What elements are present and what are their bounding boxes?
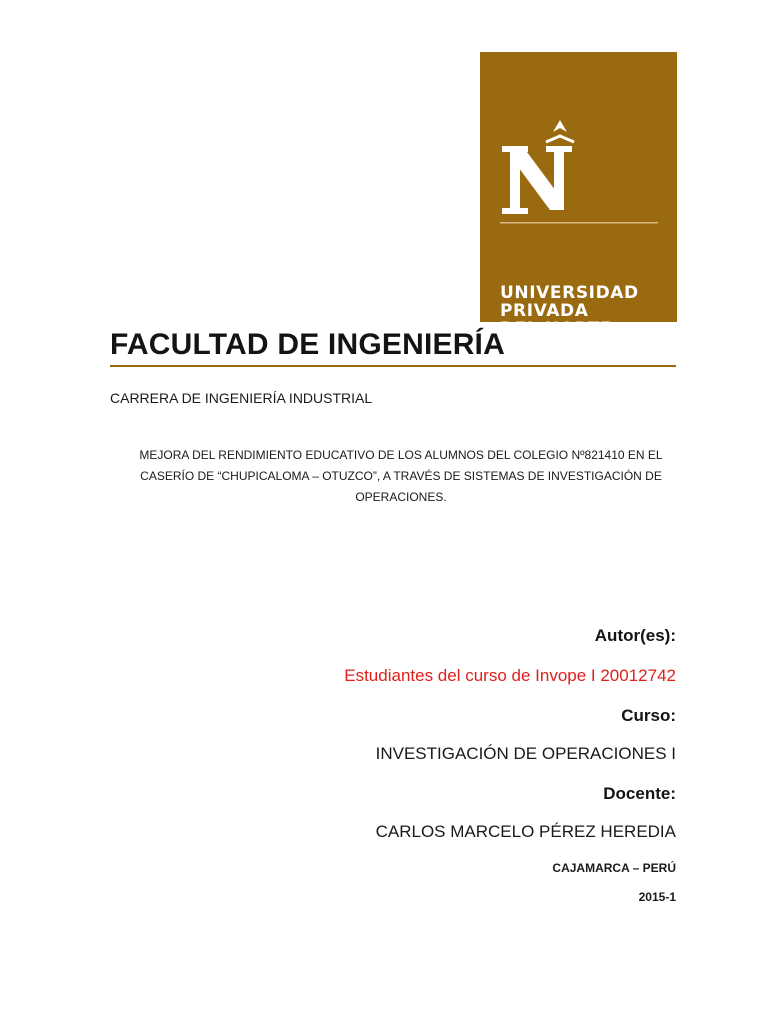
career-name: CARRERA DE INGENIERÍA INDUSTRIAL <box>110 390 373 406</box>
logo-line: DEL NORTE <box>500 319 613 339</box>
period-text: 2015-1 <box>638 890 676 904</box>
faculty-title: FACULTAD DE INGENIERÍA <box>110 328 505 361</box>
thesis-title: MEJORA DEL RENDIMIENTO EDUCATIVO DE LOS ALUMNOS DEL COLEGIO Nº821410 EN EL CASERÍO DE “CHUPICALOMA – OTUZCO”, A TRAVÉS DE SISTEMAS DE INVESTIGACIÓN DE OPERACIONES. <box>139 448 663 504</box>
course-value: INVESTIGACIÓN DE OPERACIONES I <box>375 744 676 763</box>
logo-wordmark <box>500 284 670 338</box>
logo-line: PRIVADA <box>500 301 589 321</box>
authors-label: Autor(es): <box>594 626 676 645</box>
place-text: CAJAMARCA – PERÚ <box>552 861 676 875</box>
teacher-label: Docente: <box>603 784 676 803</box>
title-divider <box>110 365 676 367</box>
university-n-logo-icon <box>480 52 677 322</box>
university-logo <box>480 52 677 339</box>
course-label: Curso: <box>621 706 676 725</box>
logo-line: UNIVERSIDAD <box>500 283 639 303</box>
teacher-value: CARLOS MARCELO PÉREZ HEREDIA <box>375 822 676 841</box>
authors-value: Estudiantes del curso de Invope I 20012742 <box>344 666 676 685</box>
